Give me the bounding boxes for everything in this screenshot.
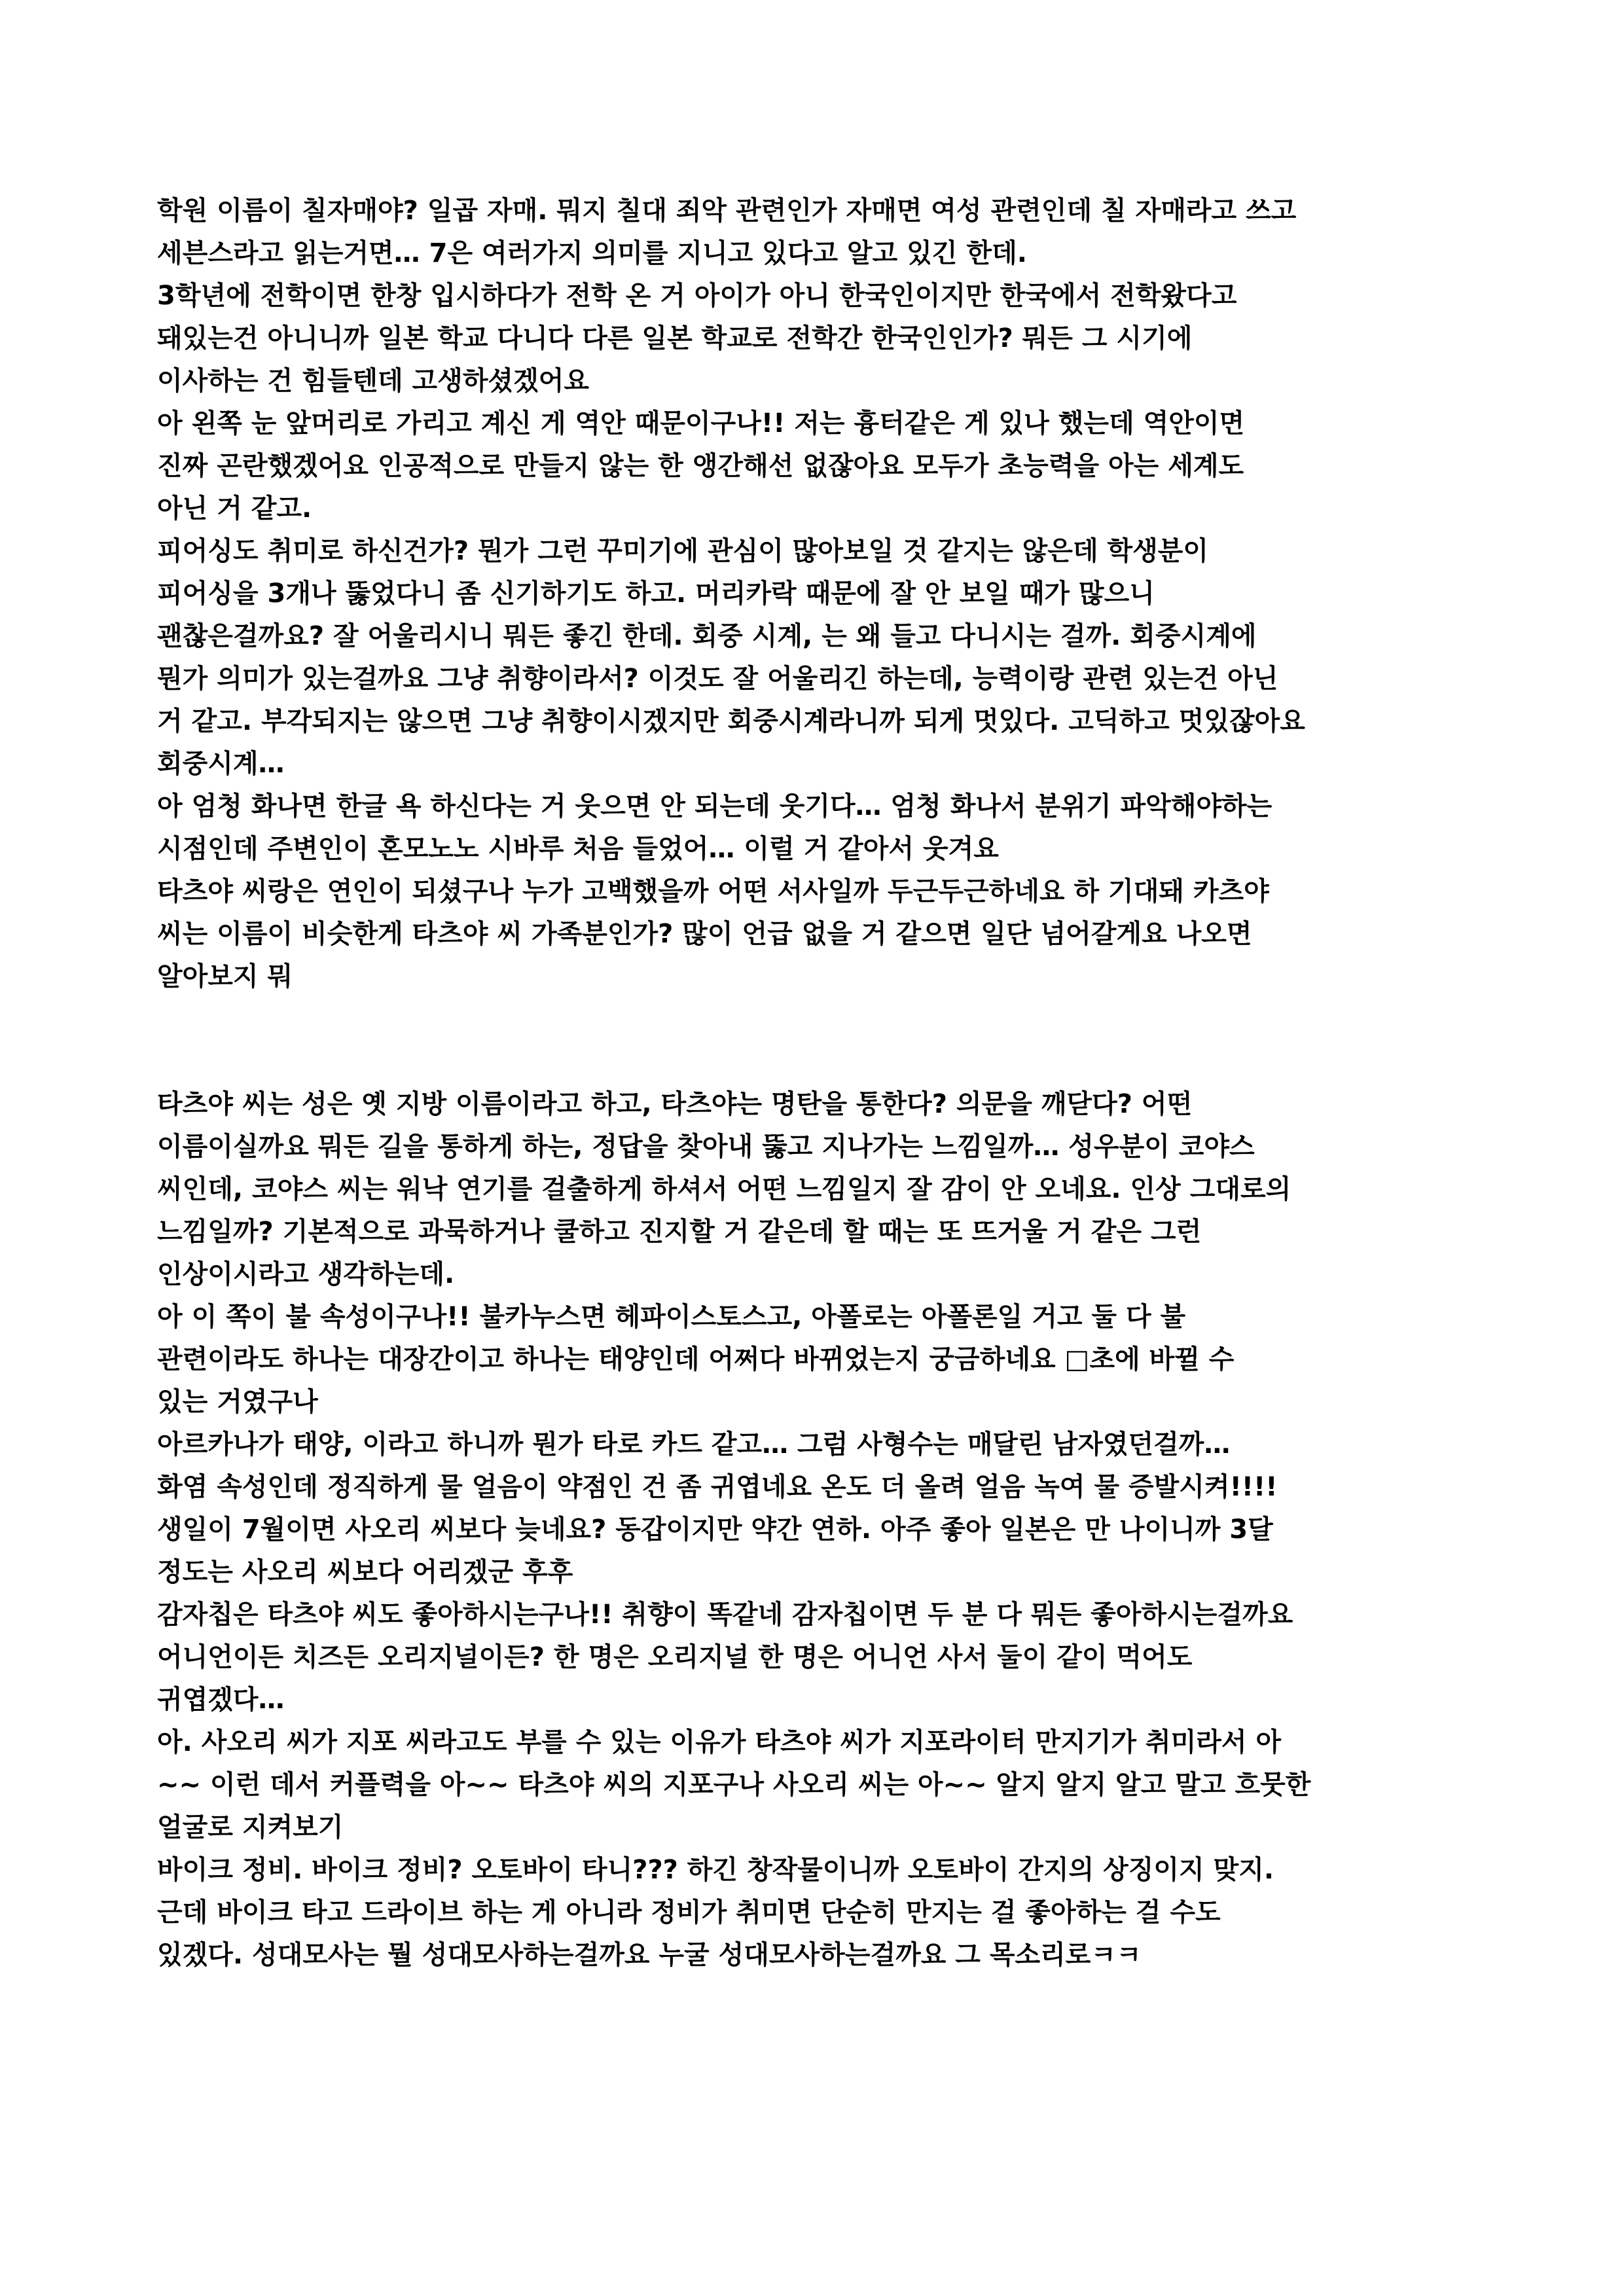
text-line: 3학년에 전학이면 한창 입시하다가 전학 온 거 아이가 아니 한국인이지만 한국에서 전학왔다고 bbox=[157, 281, 1237, 311]
text-line: 진짜 곤란했겠어요 인공적으로 만들지 않는 한 앵간해선 없잖아요 모두가 초능력을 아는 세계도 bbox=[157, 451, 1244, 481]
text-line: 이름이실까요 뭐든 길을 통하게 하는, 정답을 찾아내 뚫고 지나가는 느낌일까… 성우분이 코야스 bbox=[157, 1132, 1255, 1162]
text-line: 생일이 7월이면 사오리 씨보다 늦네요? 동갑이지만 약간 연하. 아주 좋아 일본은 만 나이니까 3달 bbox=[157, 1515, 1273, 1545]
text-line: 괜찮은걸까요? 잘 어울리시니 뭐든 좋긴 한데. 회중 시계, 는 왜 들고 다니시는 걸까. 회중시계에 bbox=[157, 621, 1257, 651]
text-line: 학원 이름이 칠자매야? 일곱 자매. 뭐지 칠대 죄악 관련인가 자매면 여성 관련인데 칠 자매라고 쓰고 bbox=[157, 196, 1297, 226]
text-line: 회중시계… bbox=[157, 749, 285, 779]
text-line: ~~ 이런 데서 커플력을 아~~ 타츠야 씨의 지포구나 사오리 씨는 아~~ 알지 알지 알고 말고 흐뭇한 bbox=[157, 1770, 1311, 1800]
text-line: 아르카나가 태양, 이라고 하니까 뭔가 타로 카드 같고… 그럼 사형수는 매달린 남자였던걸까… bbox=[157, 1429, 1231, 1460]
text-line: 시점인데 주변인이 혼모노노 시바루 처음 들었어… 이럴 거 같아서 웃겨요 bbox=[157, 834, 999, 864]
text-line: 느낌일까? 기본적으로 과묵하거나 쿨하고 진지할 거 같은데 할 때는 또 뜨거울 거 같은 그런 bbox=[157, 1217, 1202, 1247]
text-line: 피어싱도 취미로 하신건가? 뭔가 그런 꾸미기에 관심이 많아보일 것 같지는 않은데 학생분이 bbox=[157, 536, 1209, 566]
text-line: 아 왼쪽 눈 앞머리로 가리고 계신 게 역안 때문이구나!! 저는 흉터같은 게 있나 했는데 역안이면 bbox=[157, 408, 1245, 439]
text-line: 있겠다. 성대모사는 뭘 성대모사하는걸까요 누굴 성대모사하는걸까요 그 목소리로ㅋㅋ bbox=[157, 1940, 1142, 1970]
text-line: 뭔가 의미가 있는걸까요 그냥 취향이라서? 이것도 잘 어울리긴 하는데, 능력이랑 관련 있는건 아닌 bbox=[157, 664, 1278, 694]
text-line: 씨는 이름이 비슷한게 타츠야 씨 가족분인가? 많이 언급 없을 거 같으면 일단 넘어갈게요 나오면 bbox=[157, 919, 1252, 949]
text-line: 어니언이든 치즈든 오리지널이든? 한 명은 오리지널 한 명은 어니언 사서 둘이 같이 먹어도 bbox=[157, 1642, 1193, 1672]
text-line: 화염 속성인데 정직하게 물 얼음이 약점인 건 좀 귀엽네요 온도 더 올려 얼음 녹여 물 증발시켜!!!! bbox=[157, 1472, 1278, 1502]
paragraph-block-2 bbox=[157, 1083, 1473, 1977]
text-line: 알아보지 뭐 bbox=[157, 961, 293, 992]
text-line: 귀엽겠다… bbox=[157, 1685, 285, 1715]
paragraph-block-1 bbox=[157, 190, 1473, 998]
text-line: 감자칩은 타츠야 씨도 좋아하시는구나!! 취향이 똑같네 감자칩이면 두 분 다 뭐든 좋아하시는걸까요 bbox=[157, 1600, 1293, 1630]
text-line: 정도는 사오리 씨보다 어리겠군 후후 bbox=[157, 1557, 573, 1587]
paragraph-gap bbox=[157, 998, 1473, 1083]
text-line: 타츠야 씨는 성은 옛 지방 이름이라고 하고, 타츠야는 명탄을 통한다? 의문을 깨닫다? 어떤 bbox=[157, 1089, 1193, 1119]
text-line: 돼있는건 아니니까 일본 학교 다니다 다른 일본 학교로 전학간 한국인인가? 뭐든 그 시기에 bbox=[157, 323, 1193, 353]
text-line: 아닌 거 같고. bbox=[157, 493, 312, 524]
text-line: 씨인데, 코야스 씨는 워낙 연기를 걸출하게 하셔서 어떤 느낌일지 잘 감이 안 오네요. 인상 그대로의 bbox=[157, 1174, 1291, 1204]
text-line: 아. 사오리 씨가 지포 씨라고도 부를 수 있는 이유가 타츠야 씨가 지포라이터 만지기가 취미라서 아 bbox=[157, 1727, 1282, 1757]
text-line: 인상이시라고 생각하는데. bbox=[157, 1259, 455, 1289]
text-line: 거 같고. 부각되지는 않으면 그냥 취향이시겠지만 회중시계라니까 되게 멋있다. 고딕하고 멋있잖아요 bbox=[157, 706, 1305, 736]
text-line: 이사하는 건 힘들텐데 고생하셨겠어요 bbox=[157, 366, 590, 396]
text-line: 얼굴로 지켜보기 bbox=[157, 1812, 344, 1842]
text-line: 관련이라도 하나는 대장간이고 하나는 태양인데 어쩌다 바뀌었는지 궁금하네요 □초에 바뀔 수 bbox=[157, 1344, 1235, 1374]
text-line: 아 엄청 화나면 한글 욕 하신다는 거 웃으면 안 되는데 웃기다… 엄청 화나서 분위기 파악해야하는 bbox=[157, 791, 1272, 821]
text-line: 아 이 쪽이 불 속성이구나!! 불카누스면 헤파이스토스고, 아폴로는 아폴론일 거고 둘 다 불 bbox=[157, 1302, 1186, 1332]
document-body bbox=[157, 190, 1473, 1977]
text-line: 바이크 정비. 바이크 정비? 오토바이 타니??? 하긴 창작물이니까 오토바이 간지의 상징이지 맞지. bbox=[157, 1855, 1274, 1885]
text-line: 타츠야 씨랑은 연인이 되셨구나 누가 고백했을까 어떤 서사일까 두근두근하네요 하 기대돼 카츠야 bbox=[157, 876, 1269, 906]
text-line: 근데 바이크 타고 드라이브 하는 게 아니라 정비가 취미면 단순히 만지는 걸 좋아하는 걸 수도 bbox=[157, 1897, 1221, 1928]
text-line: 있는 거였구나 bbox=[157, 1387, 318, 1417]
text-line: 피어싱을 3개나 뚫었다니 좀 신기하기도 하고. 머리카락 때문에 잘 안 보일 때가 많으니 bbox=[157, 579, 1155, 609]
text-line: 세븐스라고 읽는거면… 7은 여러가지 의미를 지니고 있다고 알고 있긴 한데. bbox=[157, 238, 1027, 268]
